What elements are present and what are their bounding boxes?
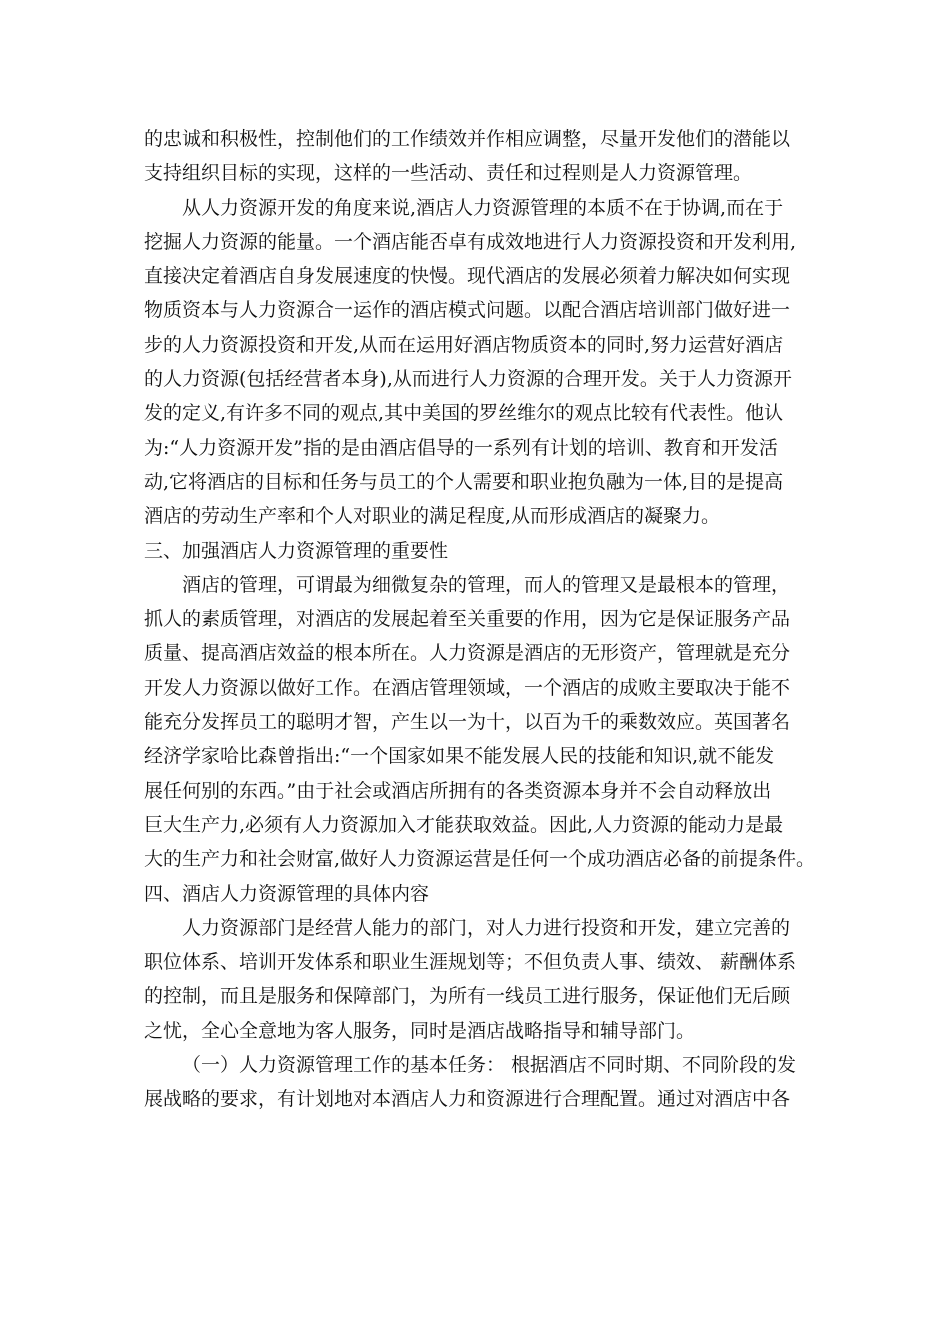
text-line: （一）人力资源管理工作的基本任务： 根据酒店不同时期、不同阶段的发 bbox=[182, 1054, 797, 1077]
text-line: 直接决定着酒店自身发展速度的快慢。现代酒店的发展必须着力解决如何实现 bbox=[144, 265, 791, 288]
text-line: 抓人的素质管理，对酒店的发展起着至关重要的作用，因为它是保证服务产品 bbox=[144, 608, 791, 631]
text-line: 经济学家哈比森曾指出:“一个国家如果不能发展人民的技能和知识,就不能发 bbox=[144, 745, 775, 768]
text-line: 展战略的要求，有计划地对本酒店人力和资源进行合理配置。通过对酒店中各 bbox=[144, 1088, 791, 1111]
text-line: 能充分发挥员工的聪明才智，产生以一为十，以百为千的乘数效应。英国著名 bbox=[144, 711, 791, 734]
text-line: 开发人力资源以做好工作。在酒店管理领域，一个酒店的成败主要取决于能不 bbox=[144, 676, 791, 699]
text-line: 发的定义,有许多不同的观点,其中美国的罗丝维尔的观点比较有代表性。他认 bbox=[144, 402, 784, 425]
text-line: 的忠诚和积极性，控制他们的工作绩效并作相应调整，尽量开发他们的潜能以 bbox=[144, 128, 791, 150]
text-line: 动,它将酒店的目标和任务与员工的个人需要和职业抱负融为一体,目的是提高 bbox=[144, 470, 784, 493]
text-line: 大的生产力和社会财富,做好人力资源运营是任何一个成功酒店必备的前提条件。 bbox=[144, 848, 816, 871]
text-line: 挖掘人力资源的能量。一个酒店能否卓有成效地进行人力资源投资和开发利用, bbox=[144, 230, 797, 253]
text-line: 的控制，而且是服务和保障部门，为所有一线员工进行服务，保证他们无后顾 bbox=[144, 985, 791, 1008]
text-line: 酒店的劳动生产率和个人对职业的满足程度,从而形成酒店的凝聚力。 bbox=[144, 505, 721, 528]
text-line: 职位体系、培训开发体系和职业生涯规划等；不但负责人事、绩效、 薪酬体系 bbox=[144, 951, 797, 974]
text-line: 支持组织目标的实现，这样的一些活动、责任和过程则是人力资源管理。 bbox=[144, 162, 753, 185]
text-line: 酒店的管理，可谓最为细微复杂的管理，而人的管理又是最根本的管理， bbox=[182, 573, 791, 596]
text-line: 巨大生产力,必须有人力资源加入才能获取效益。因此,人力资源的能动力是最 bbox=[144, 813, 784, 836]
text-line: 物质资本与人力资源合一运作的酒店模式问题。以配合酒店培训部门做好进一 bbox=[144, 299, 791, 322]
text-line: 人力资源部门是经营人能力的部门，对人力进行投资和开发，建立完善的 bbox=[182, 916, 791, 939]
text-line: 展任何别的东西。”由于社会或酒店所拥有的各类资源本身并不会自动释放出 bbox=[144, 779, 772, 802]
text-line: 三、加强酒店人力资源管理的重要性 bbox=[144, 539, 449, 562]
text-line: 之忧，全心全意地为客人服务，同时是酒店战略指导和辅导部门。 bbox=[144, 1019, 696, 1042]
text-line: 的人力资源(包括经营者本身),从而进行人力资源的合理开发。关于人力资源开 bbox=[144, 368, 792, 391]
text-line: 从人力资源开发的角度来说,酒店人力资源管理的本质不在于协调,而在于 bbox=[182, 196, 784, 219]
text-line: 为:“人力资源开发”指的是由酒店倡导的一系列有计划的培训、教育和开发活 bbox=[144, 436, 778, 459]
document-body bbox=[144, 122, 816, 1117]
text-line: 四、酒店人力资源管理的具体内容 bbox=[144, 882, 430, 905]
text-line: 步的人力资源投资和开发,从而在运用好酒店物质资本的同时,努力运营好酒店 bbox=[144, 333, 784, 356]
text-line: 质量、提高酒店效益的根本所在。人力资源是酒店的无形资产，管理就是充分 bbox=[144, 642, 791, 665]
